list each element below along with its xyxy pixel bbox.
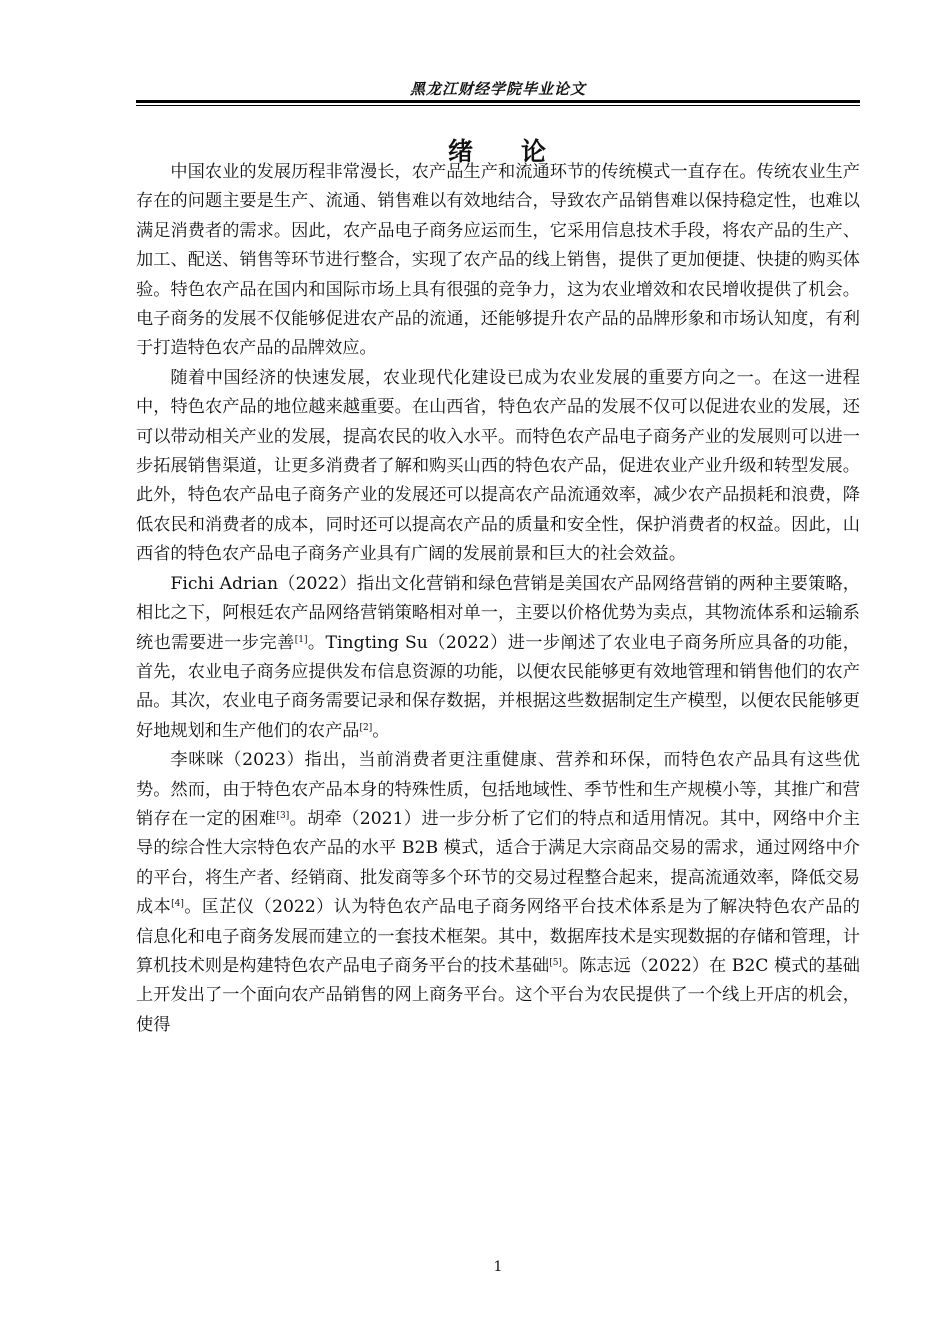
paragraph-2: 随着中国经济的快速发展，农业现代化建设已成为农业发展的重要方向之一。在这一进程中，特色农产品的地位越来越重要。在山西省，特色农产品的发展不仅可以促进农业的发展，还可以带动相关产业的发展，提高农民的收入水平。而特色农产品电子商务产业的发展则可以进一步拓展销售渠道，让更多消费者了解和购买山西的特色农产品，促进农业产业升级和转型发展。此外，特色农产品电子商务产业的发展还可以提高农产品流通效率，减少农产品损耗和浪费，降低农民和消费者的成本，同时还可以提高农产品的质量和安全性，保护消费者的权益。因此，山西省的特色农产品电子商务产业具有广阔的发展前景和巨大的社会效益。 xyxy=(136,367,860,565)
paragraph-3 xyxy=(136,570,860,746)
paragraph-4-text-2: 。胡牵（2021）进一步分析了它们的特点和适用情况。其中，网络中介主导的综合性大宗特色农产品的水平 B2B 模式，适合于满足大宗商品交易的需求，通过网络中介的平台，将生产者、经销商、批发商等多个环节的交易过程整合起来，提高流通效率，降低交易成本 xyxy=(136,808,860,918)
paragraph-3-text-1: Fichi Adrian（2022）指出文化营销和绿色营销是美国农产品网络营销的两种主要策略，相比之下，阿根廷农产品网络营销策略相对单一，主要以价格优势为卖点，其物流体系和运输系统也需要进一步完善 xyxy=(136,573,860,653)
page-number: 1 xyxy=(493,1259,503,1275)
header-rule-thick xyxy=(136,100,860,103)
paragraph-3-text-3: 。 xyxy=(372,720,390,741)
citation-4: [4] xyxy=(171,899,184,910)
citation-5: [5] xyxy=(549,957,562,968)
citation-1: [1] xyxy=(294,634,308,645)
header-rule-thin xyxy=(136,105,860,106)
paragraph-4 xyxy=(136,746,860,1040)
paragraph-1: 中国农业的发展历程非常漫长，农产品生产和流通环节的传统模式一直存在。传统农业生产存在的问题主要是生产、流通、销售难以有效地结合，导致农产品销售难以保持稳定性，也难以满足消费者的需求。因此，农产品电子商务应运而生，它采用信息技术手段，将农产品的生产、加工、配送、销售等环节进行整合，实现了农产品的线上销售，提供了更加便捷、快捷的购买体验。特色农产品在国内和国际市场上具有很强的竞争力，这为农业增效和农民增收提供了机会。电子商务的发展不仅能够促进农产品的流通，还能够提升农产品的品牌形象和市场认知度，有利于打造特色农产品的品牌效应。 xyxy=(136,162,860,359)
section-title-left: 绪 xyxy=(447,137,475,166)
paragraph-4-text-3: 。匡芷仪（2022）认为特色农产品电子商务网络平台技术体系是为了解决特色农产品的信息化和电子商务发展而建立的一套技术框架。其中，数据库技术是实现数据的存储和管理，计算机技术则是构建特色农产品电子商务平台的技术基础 xyxy=(136,897,860,976)
citation-3: [3] xyxy=(276,810,290,821)
running-header: 黑龙江财经学院毕业论文 xyxy=(409,80,586,98)
section-title-right: 论 xyxy=(521,137,549,166)
citation-2: [2] xyxy=(359,722,373,733)
paragraph-3-text-2: 。Tingting Su（2022）进一步阐述了农业电子商务所应具备的功能，首先，农业电子商务应提供发布信息资源的功能，以便农民能够更有效地管理和销售他们的农产品。其次，农业电子商务需要记录和保存数据，并根据这些数据制定生产模型，以便农民能够更好地规划和生产他们的农产品 xyxy=(136,632,860,741)
body-text xyxy=(136,158,860,1040)
paragraph-4-text-4: 。陈志远（2022）在 B2C 模式的基础上开发出了一个面向农产品销售的网上商务平台。这个平台为农民提供了一个线上开店的机会，使得 xyxy=(136,955,860,1035)
paragraph-4-text-1: 李咪咪（2023）指出，当前消费者更注重健康、营养和环保，而特色农产品具有这些优势。然而，由于特色农产品本身的特殊性质，包括地域性、季节性和生产规模小等，其推广和营销存在一定的困难 xyxy=(136,750,860,829)
